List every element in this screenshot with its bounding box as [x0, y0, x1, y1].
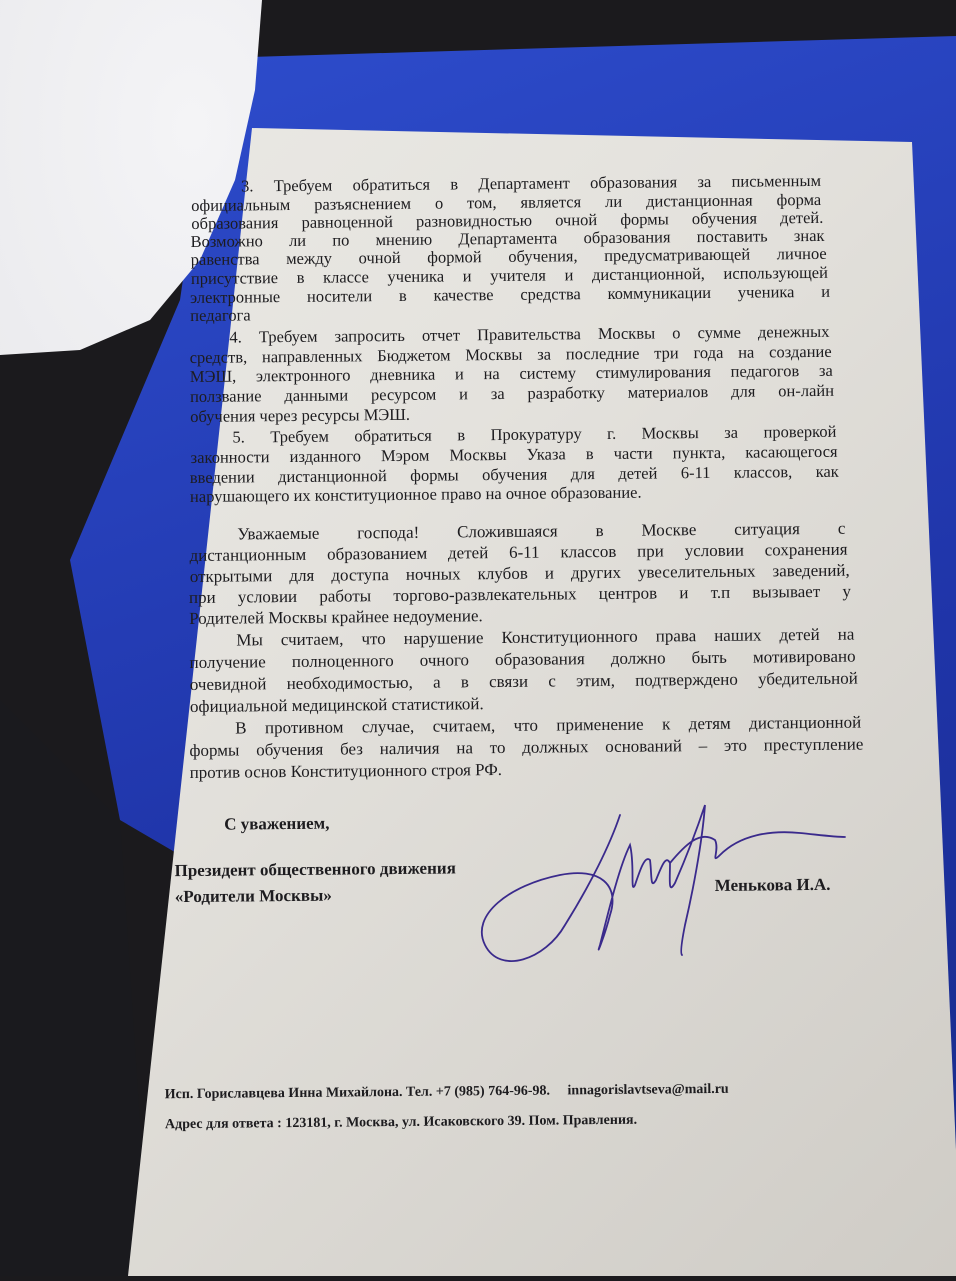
paragraph-5-line: законности изданного Мэром Москвы Указа в части пункта, касающегося: [190, 441, 838, 467]
paragraph-4-line: ползвание данными ресурсом и за разработку материалов для он-лайн: [189, 380, 835, 406]
footer-contact-name-phone: Исп. Гориславцева Инна Михайлона. Тел. +7 (985) 764-96-98.: [164, 1083, 551, 1103]
paragraph-8-line: формы обучения без наличия на то должных оснований – это преступление: [189, 734, 864, 760]
paragraph-7-line: получение полноценного очного образования должно быть мотивировано: [189, 646, 856, 672]
signer-name: Менькова И.А.: [714, 874, 831, 895]
paragraph-6-line: Родителей Москвы крайнее недоумение.: [189, 606, 483, 628]
paragraph-3-line: 3. Требуем обратиться в Департамент образования за письменным: [240, 170, 822, 196]
paragraph-8-line: В противном случае, считаем, что применение к детям дистанционной: [235, 712, 862, 738]
paragraph-4-line: 4. Требуем запросить отчет Правительства Москвы о сумме денежных: [229, 321, 830, 347]
paragraph-3-line: Возможно ли по мнению Департамента образования поставить знак: [190, 225, 825, 251]
paragraph-4-line: МЭШ, электронного дневника и на систему стимулирования педагогов за: [189, 360, 833, 386]
paragraph-8-line: против основ Конституционного строя РФ.: [189, 759, 503, 782]
paragraph-6-line: Уважаемые господа! Сложившаяся в Москве ситуация с: [237, 518, 846, 544]
paragraph-5-line: 5. Требуем обратиться в Прокуратуру г. Москвы за проверкой: [232, 421, 837, 447]
paragraph-3-line: электронные носители в качестве средства коммуникации ученика и: [189, 281, 831, 307]
closing-salutation: С уважением,: [224, 813, 330, 834]
handwritten-signature: [470, 775, 850, 975]
footer-address: Адрес для ответа : 123181, г. Москва, ул. Исаковского 39. Пом. Правления.: [164, 1112, 638, 1133]
paragraph-5-line: введении дистанционной формы обучения для детей 6-11 классов, как: [189, 461, 839, 487]
paragraph-7-line: очевидной необходимостью, а в связи с этим, подтверждено убедительной: [189, 668, 858, 694]
paragraph-3-line: официальным разъяснением о том, является ли дистанционная форма: [191, 189, 822, 215]
paragraph-4-line: обучения через ресурсы МЭШ.: [190, 404, 411, 426]
paragraph-6-line: при условии работы торгово-развлекательных центров и т.п вызывает у: [188, 581, 852, 607]
paragraph-5-line: нарушающего их конституционное право на очное образование.: [189, 482, 642, 506]
signer-title: Президент общественного движения: [174, 858, 456, 881]
paragraph-6-line: дистанционным образованием детей 6-11 классов при условии сохранения: [189, 539, 848, 565]
paragraph-3-line: присутствие в классе ученика и учителя и дистанционной, использующей: [190, 262, 828, 288]
paragraph-7-line: официальной медицинской статистикой.: [189, 694, 484, 716]
paragraph-4-line: средств, направленных Бюджетом Москвы за последние три года на создание: [189, 341, 832, 367]
paragraph-3-line: педагога: [190, 305, 251, 325]
paragraph-3-line: образования равноценной разновидностью очной формы обучения детей.: [191, 207, 824, 233]
signer-organization: «Родители Москвы»: [174, 885, 332, 907]
footer-email: innagorislavtseva@mail.ru: [567, 1081, 729, 1099]
footer-contact: [165, 1082, 729, 1103]
paragraph-7-line: Мы считаем, что нарушение Конституционного права наших детей на: [236, 624, 855, 650]
paragraph-6-line: открытыми для доступа ночных клубов и других увеселительных заведений,: [189, 560, 850, 586]
paragraph-3-line: равенства между очной формой обучения, предусматривающей личное: [190, 243, 827, 269]
